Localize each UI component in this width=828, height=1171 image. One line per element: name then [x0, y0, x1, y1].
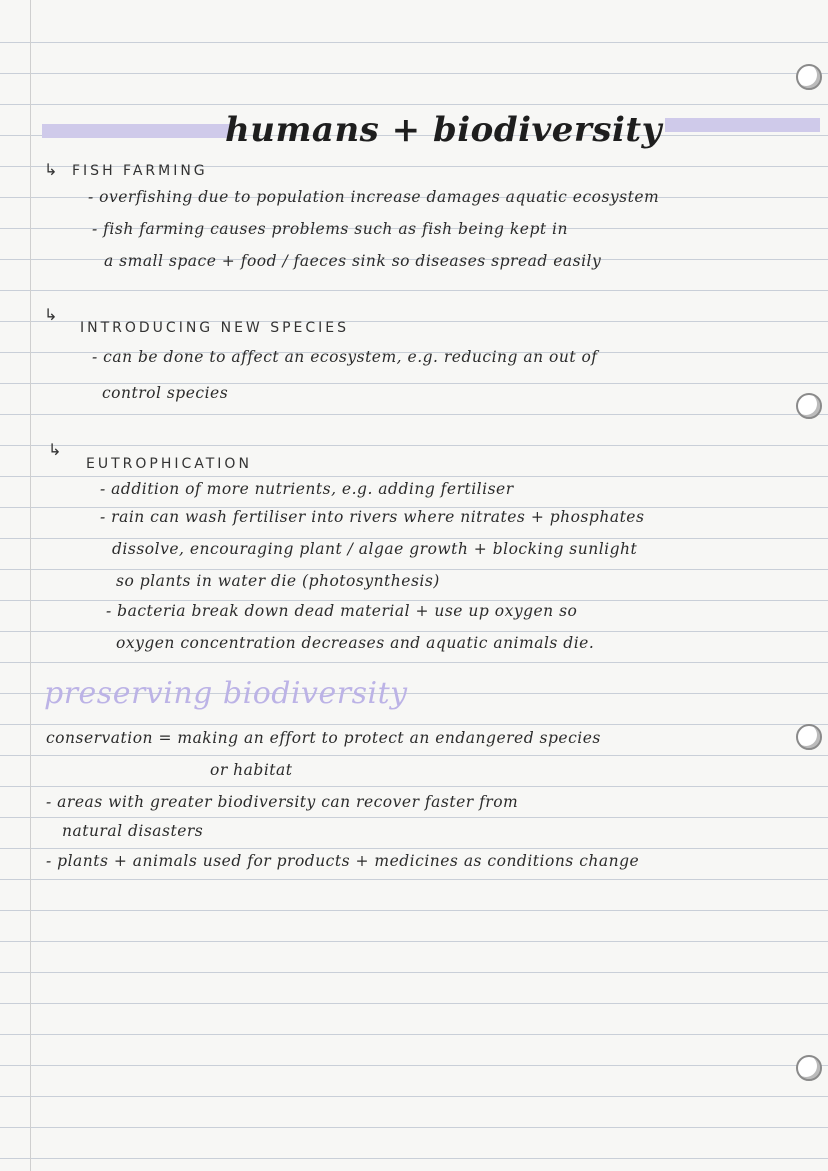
section-heading: FISH FARMING: [72, 163, 208, 179]
note-line: oxygen concentration decreases and aquatic animals die.: [116, 634, 595, 652]
margin-line: [30, 0, 31, 1171]
arrow-icon: ↳: [48, 440, 62, 459]
note-line: - areas with greater biodiversity can recover faster from: [46, 793, 519, 811]
section-subtitle: preserving biodiversity: [44, 676, 408, 711]
note-line: - plants + animals used for products + medicines as conditions change: [46, 852, 640, 870]
section-heading: EUTROPHICATION: [86, 456, 252, 472]
note-line: - can be done to affect an ecosystem, e.g. reducing an out of: [92, 348, 598, 366]
note-line: a small space + food / faeces sink so diseases spread easily: [104, 252, 602, 270]
arrow-icon: ↳: [44, 305, 58, 324]
binder-hole: [796, 1055, 822, 1081]
note-line: conservation = making an effort to protect an endangered species: [46, 729, 601, 747]
note-line: - rain can wash fertiliser into rivers where nitrates + phosphates: [100, 508, 645, 526]
note-line: - addition of more nutrients, e.g. adding fertiliser: [100, 480, 514, 498]
title-highlight: [665, 118, 820, 132]
page-title: humans + biodiversity: [225, 110, 662, 150]
title-highlight: [42, 124, 232, 138]
section-heading: INTRODUCING NEW SPECIES: [80, 320, 350, 336]
note-line: - overfishing due to population increase damages aquatic ecosystem: [88, 188, 660, 206]
note-line: control species: [102, 384, 229, 402]
note-line: - fish farming causes problems such as fish being kept in: [92, 220, 568, 238]
binder-hole: [796, 724, 822, 750]
note-line: or habitat: [210, 761, 293, 779]
arrow-icon: ↳: [44, 160, 58, 179]
note-line: - bacteria break down dead material + use up oxygen so: [106, 602, 578, 620]
note-line: so plants in water die (photosynthesis): [116, 572, 440, 590]
note-line: dissolve, encouraging plant / algae growth + blocking sunlight: [112, 540, 638, 558]
binder-hole: [796, 64, 822, 90]
note-line: natural disasters: [62, 822, 204, 840]
binder-hole: [796, 393, 822, 419]
